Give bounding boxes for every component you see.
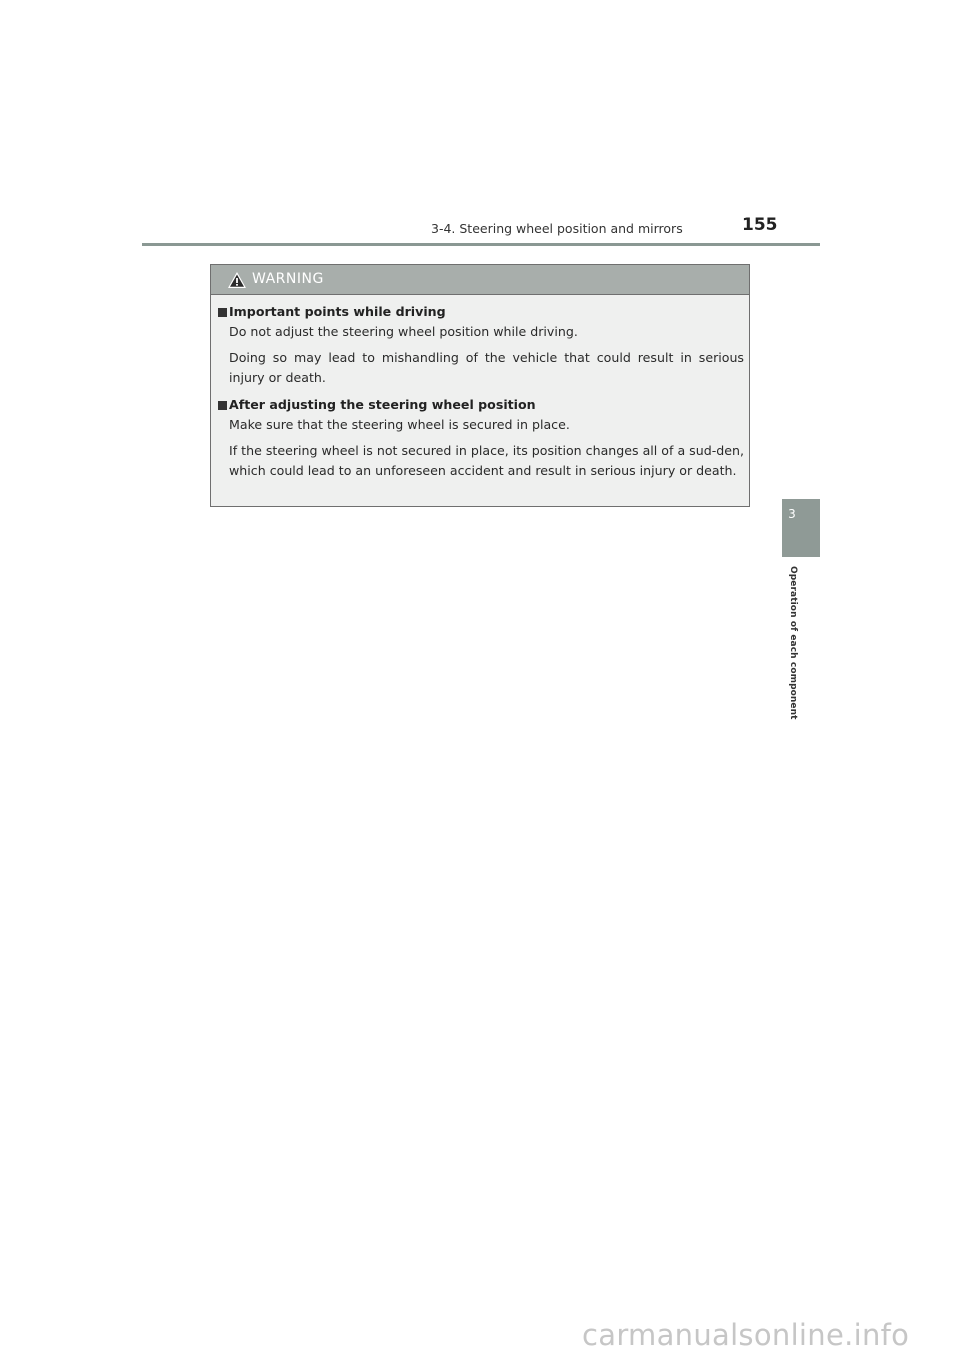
warning-header	[211, 265, 749, 295]
warning-body	[211, 295, 749, 481]
page-number: 155	[742, 215, 778, 235]
warning-section-heading: Important points while driving	[218, 302, 744, 322]
warning-paragraph: Do not adjust the steering wheel position while driving.	[229, 324, 578, 339]
chapter-label: Operation of each component	[788, 566, 798, 720]
square-bullet-icon	[218, 308, 227, 317]
header-rule	[142, 243, 820, 246]
warning-paragraph: If the steering wheel is not secured in place, its position changes all of a sud-den, which could lead to an unforeseen accident and result in serious injury or death.	[229, 443, 744, 478]
warning-paragraph: Doing so may lead to mishandling of the vehicle that could result in serious injury or death.	[229, 350, 744, 385]
chapter-tab	[782, 499, 820, 557]
warning-box	[210, 264, 750, 507]
warning-title: WARNING	[252, 271, 324, 287]
warning-section-heading: After adjusting the steering wheel position	[218, 395, 744, 415]
warning-paragraph: Make sure that the steering wheel is secured in place.	[229, 417, 570, 432]
warning-triangle-icon	[227, 271, 247, 289]
section-title: 3-4. Steering wheel position and mirrors	[431, 221, 683, 236]
square-bullet-icon	[218, 401, 227, 410]
chapter-number: 3	[788, 507, 796, 521]
watermark: carmanualsonline.info	[582, 1318, 910, 1352]
